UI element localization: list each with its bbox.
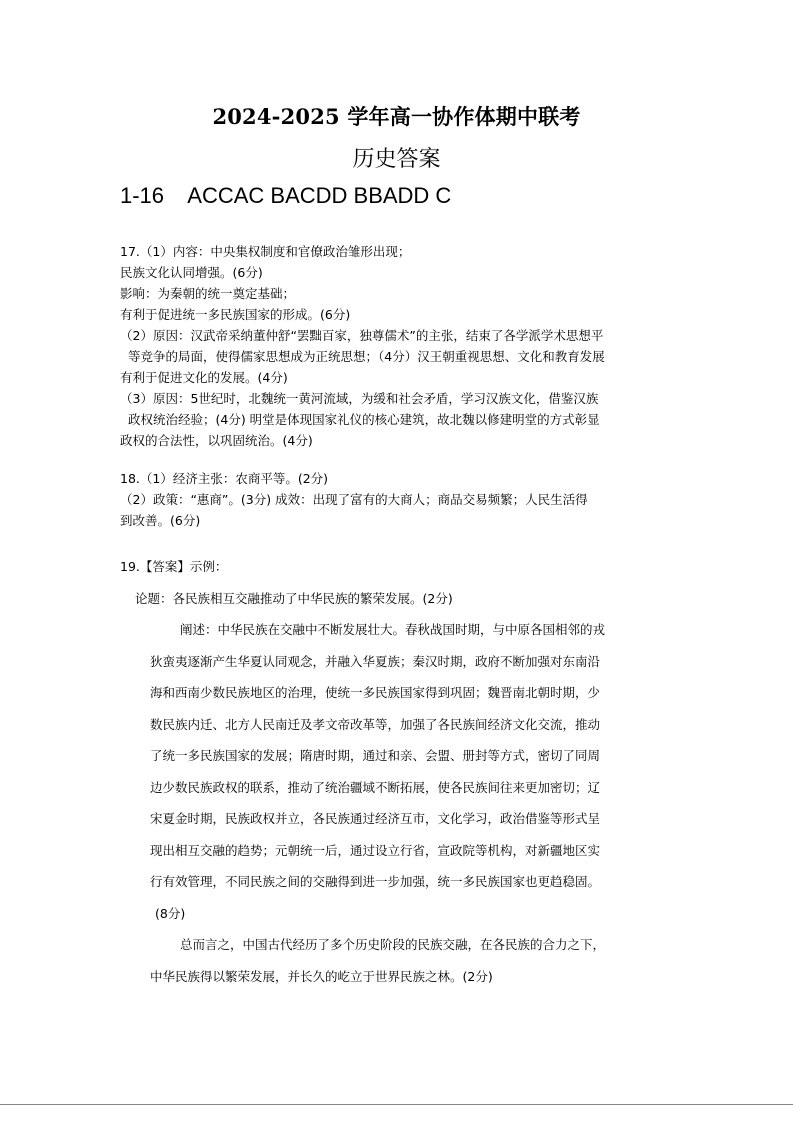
- question-19-answer: [120, 551, 690, 992]
- answer-line: 海和西南少数民族地区的治理，使统一多民族国家得到巩固；魏晋南北朝时期，少: [150, 685, 601, 700]
- answer-line: 狄蛮夷逐渐产生华夏认同观念，并融入华夏族；秦汉时期，政府不断加强对东南沿: [150, 653, 601, 669]
- thesis-line: 论题：各民族相互交融推动了中华民族的繁荣发展。(2分): [135, 590, 453, 606]
- answer-line: 18.（1）经济主张：农商平等。(2分): [120, 471, 329, 486]
- multiple-choice-answers: 1-16 ACCAC BACDD BBADD C: [120, 183, 452, 208]
- answer-line: 影响：为秦朝的统一奠定基础；: [120, 286, 296, 301]
- answer-line: 到改善。(6分): [120, 513, 201, 528]
- answer-line: 有利于促进文化的发展。(4分): [120, 370, 288, 385]
- answer-line: 行有效管理，不同民族之间的交融得到进一步加强，统一多民族国家也更趋稳固。: [150, 874, 601, 889]
- document-subtitle: 历史答案: [352, 147, 441, 172]
- answer-line: 宋夏金时期，民族政权并立，各民族通过经济互市，文化学习，政治借鉴等形式呈: [150, 811, 601, 826]
- answer-line: 民族文化认同增强。(6分): [120, 265, 263, 280]
- answer-line: 阐述：中华民族在交融中不断发展壮大。春秋战国时期，与中原各国相邻的戎: [180, 622, 606, 637]
- answer-line: 中华民族得以繁荣发展，并长久的屹立于世界民族之林。(2分): [150, 968, 493, 984]
- answer-line: 边少数民族政权的联系，推动了统治疆域不断拓展，使各民族间往来更加密切；辽: [150, 779, 601, 795]
- answer-line: 政权统治经验；(4分) 明堂是体现国家礼仪的核心建筑，故北魏以修建明堂的方式彰显: [128, 412, 600, 427]
- answer-line: （2）政策：“惠商”。(3分) 成效：出现了富有的大商人；商品交易频繁；人民生活得: [120, 492, 588, 507]
- answer-line: （3）原因：5世纪时，北魏统一黄河流域，为缓和社会矛盾，学习汉族文化，借鉴汉族: [120, 391, 599, 406]
- document-title: 2024-2025 学年高一协作体期中联考: [212, 104, 581, 129]
- answer-heading: 19.【答案】示例：: [120, 559, 228, 574]
- answer-line: 了统一多民族国家的发展；隋唐时期，通过和亲、会盟、册封等方式，密切了同周: [150, 748, 601, 763]
- answer-line: 政权的合法性，以巩固统治。(4分): [120, 433, 313, 448]
- answer-line: 数民族内迁、北方人民南迁及孝文帝改革等，加强了各民族间经济文化交流，推动: [150, 716, 601, 732]
- answer-line: 现出相互交融的趋势；元朝统一后，通过设立行省，宣政院等机构，对新疆地区实: [150, 842, 601, 858]
- answer-line: 等竞争的局面，使得儒家思想成为正统思想；（4分）汉王朝重视思想、文化和教育发展: [128, 349, 605, 364]
- answer-line: （2）原因：汉武帝采纳董仲舒“罢黜百家，独尊儒术”的主张，结束了各学派学术思想平: [120, 328, 604, 343]
- question-18-answer: [120, 468, 690, 531]
- answer-line: 总而言之，中国古代经历了多个历史阶段的民族交融，在各民族的合力之下，: [180, 937, 606, 952]
- answer-line: 有利于促进统一多民族国家的形成。(6分): [120, 307, 351, 322]
- answer-line: (8分): [155, 905, 186, 921]
- question-17-answer: [120, 241, 690, 451]
- answer-line: 17.（1）内容：中央集权制度和官僚政治雏形出现；: [120, 244, 411, 259]
- page-bottom-rule: [0, 1104, 793, 1105]
